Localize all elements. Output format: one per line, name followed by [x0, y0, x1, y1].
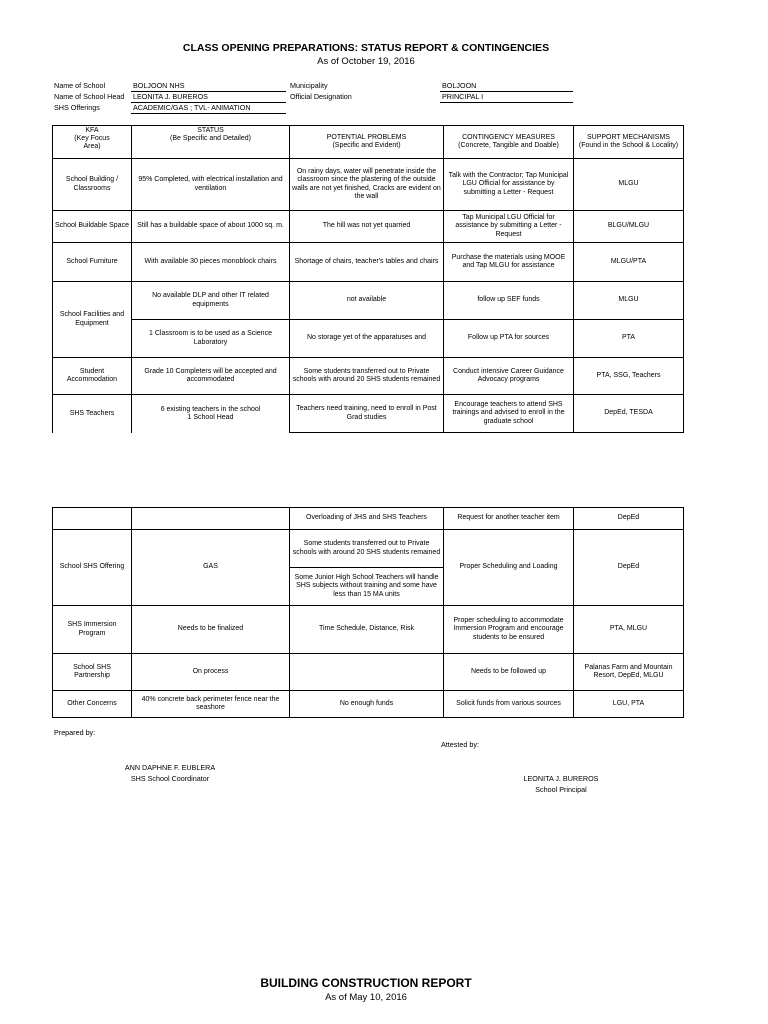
table-row: [53, 211, 684, 243]
problem-cell: Some Junior High School Teachers will handle SHS subjects without training and some have less than 15 MA units: [290, 568, 444, 606]
municipality-label: Municipality: [290, 81, 328, 90]
status-cell: 6 existing teachers in the school 1 School Head: [132, 395, 290, 433]
status-cell: Still has a buildable space of about 1000 sq. m.: [132, 211, 290, 243]
status-cell: 40% concrete back perimeter fence near the seashore: [132, 691, 290, 718]
support-cell: BLGU/MLGU: [574, 211, 684, 243]
measure-cell: Talk with the Contractor; Tap Municipal LGU Official for assistance by submitting a Letter - Request: [444, 159, 574, 211]
table-row: [53, 508, 684, 530]
header-support-mechanisms: SUPPORT MECHANISMS (Found in the School & Locality): [574, 126, 684, 159]
problem-cell: Time Schedule, Distance, Risk: [290, 606, 444, 654]
problem-cell: Some students transferred out to Private schools with around 20 SHS students remained: [290, 530, 444, 568]
support-cell: LGU, PTA: [574, 691, 684, 718]
header-kfa: KFA (Key Focus Area): [53, 126, 132, 159]
report2-title: BUILDING CONSTRUCTION REPORT: [260, 976, 472, 990]
kfa-cell: School Building / Classrooms: [53, 159, 132, 211]
support-cell: DepEd, TESDA: [574, 395, 684, 433]
header-status: STATUS (Be Specific and Detailed): [132, 126, 290, 159]
problem-cell: Overloading of JHS and SHS Teachers: [290, 508, 444, 530]
table-row: [53, 358, 684, 395]
status-cell: 1 Classroom is to be used as a Science Laboratory: [132, 320, 290, 358]
school-name-value: BOLJOON NHS: [133, 81, 185, 90]
measure-cell: Needs to be followed up: [444, 654, 574, 691]
table-row: [53, 654, 684, 691]
report2-date: As of May 10, 2016: [325, 992, 407, 1003]
support-cell: DepEd: [574, 508, 684, 530]
kfa-cell: School Facilities and Equipment: [53, 282, 132, 358]
support-cell: Palanas Farm and Mountain Resort, DepEd, MLGU: [574, 654, 684, 691]
kfa-cell: School SHS Partnership: [53, 654, 132, 691]
measure-cell: follow up SEF funds: [444, 282, 574, 320]
measure-cell: Purchase the materials using MOOE and Tap MLGU for assistance: [444, 243, 574, 282]
school-head-label: Name of School Head: [54, 92, 125, 101]
status-cell: No available DLP and other IT related equipments: [132, 282, 290, 320]
kfa-cell: SHS Teachers: [53, 395, 132, 433]
status-cell: 95% Completed, with electrical installation and ventilation: [132, 159, 290, 211]
support-cell: PTA, SSG, Teachers: [574, 358, 684, 395]
table-row: [53, 159, 684, 211]
table-row: [53, 606, 684, 654]
table-row: [53, 282, 684, 320]
support-cell: PTA: [574, 320, 684, 358]
measure-cell: Solicit funds from various sources: [444, 691, 574, 718]
support-cell: MLGU: [574, 282, 684, 320]
measure-cell: Request for another teacher item: [444, 508, 574, 530]
kfa-cell: SHS Immersion Program: [53, 606, 132, 654]
school-name-label: Name of School: [54, 81, 106, 90]
support-cell: MLGU: [574, 159, 684, 211]
measure-cell: Conduct intensive Career Guidance Advocacy programs: [444, 358, 574, 395]
measure-cell: Encourage teachers to attend SHS trainings and advised to enroll in the graduate school: [444, 395, 574, 433]
support-cell: MLGU/PTA: [574, 243, 684, 282]
school-head-value: LEONITA J. BUREROS: [133, 92, 208, 101]
kfa-cell: [53, 508, 132, 530]
shs-offerings-value: ACADEMIC/GAS ; TVL- ANIMATION: [133, 103, 251, 112]
measure-cell: Proper scheduling to accommodate Immersion Program and encourage students to be ensured: [444, 606, 574, 654]
attester-title: School Principal: [535, 785, 587, 794]
problem-cell: No enough funds: [290, 691, 444, 718]
measure-cell: Tap Municipal LGU Official for assistance by submitting a Letter - Request: [444, 211, 574, 243]
table-row: [53, 395, 684, 433]
kfa-cell: School Buildable Space: [53, 211, 132, 243]
measure-cell: Follow up PTA for sources: [444, 320, 574, 358]
preparer-name: ANN DAPHNE F. EUBLERA: [124, 763, 216, 772]
table-header-row: [53, 126, 684, 159]
status-cell: [132, 508, 290, 530]
status-cell: With available 30 pieces monoblock chairs: [132, 243, 290, 282]
status-report-table: [52, 125, 684, 433]
kfa-cell: Other Concerns: [53, 691, 132, 718]
table-row: [53, 243, 684, 282]
attester-name: LEONITA J. BUREROS: [523, 774, 599, 783]
problem-cell: Shortage of chairs, teacher's tables and chairs: [290, 243, 444, 282]
problem-cell: Some students transferred out to Private schools with around 20 SHS students remained: [290, 358, 444, 395]
kfa-cell: School Furniture: [53, 243, 132, 282]
report-title: CLASS OPENING PREPARATIONS: STATUS REPORT & CONTINGENCIES: [182, 42, 550, 54]
measure-cell: Proper Scheduling and Loading: [444, 530, 574, 606]
problem-cell: The hill was not yet quarried: [290, 211, 444, 243]
designation-value: PRINCIPAL I: [442, 92, 484, 101]
problem-cell: Teachers need training, need to enroll in Post Grad studies: [290, 395, 444, 433]
status-cell: On process: [132, 654, 290, 691]
table-row: [53, 530, 684, 568]
status-report-table-continued: [52, 507, 684, 718]
status-cell: Grade 10 Completers will be accepted and accommodated: [132, 358, 290, 395]
problem-cell: On rainy days, water will penetrate inside the classroom since the plastering of the outside walls are not yet finished, Cracks are evident on the wall: [290, 159, 444, 211]
status-cell: Needs to be finalized: [132, 606, 290, 654]
designation-underline: [440, 102, 573, 103]
problem-cell: not available: [290, 282, 444, 320]
header-potential-problems: POTENTIAL PROBLEMS (Specific and Evident): [290, 126, 444, 159]
header-contingency-measures: CONTINGENCY MEASURES (Concrete, Tangible and Doable): [444, 126, 574, 159]
support-cell: PTA, MLGU: [574, 606, 684, 654]
attested-by-label: Attested by:: [441, 740, 479, 749]
preparer-title: SHS School Coordinator: [130, 774, 210, 783]
table-row: [53, 691, 684, 718]
municipality-value: BOLJOON: [442, 81, 477, 90]
report-date: As of October 19, 2016: [317, 56, 415, 67]
shs-offerings-underline: [131, 113, 286, 114]
kfa-cell: Student Accommodation: [53, 358, 132, 395]
prepared-by-label: Prepared by:: [54, 728, 96, 737]
problem-cell: [290, 654, 444, 691]
designation-label: Official Designation: [290, 92, 352, 101]
support-cell: DepEd: [574, 530, 684, 606]
shs-offerings-label: SHS Offerings: [54, 103, 100, 112]
table-row: [53, 320, 684, 358]
problem-cell: No storage yet of the apparatuses and: [290, 320, 444, 358]
status-cell: GAS: [132, 530, 290, 606]
kfa-cell: School SHS Offering: [53, 530, 132, 606]
